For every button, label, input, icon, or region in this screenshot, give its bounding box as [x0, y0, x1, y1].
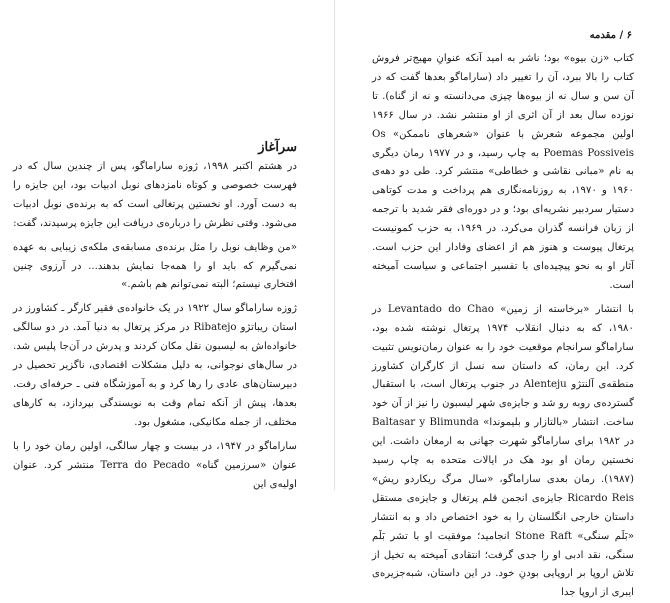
page-header: ۶ / مقدمه: [589, 30, 632, 41]
right-page: [335, 0, 670, 599]
section-title: سرآغاز: [258, 140, 297, 155]
quote-paragraph: «من وظایف نوبل را مثل برنده‌ی مسابقه‌ی ملکه‌ی زیبایی به عهده نمی‌گیرم که باید او را همه‌جا نمایش بدهند... در آرزوی چنین افتخاری نیستم؛ البته نمی‌توانم هم باشم.»: [13, 241, 297, 291]
left-page: [0, 0, 335, 490]
paragraph: در هشتم اکتبر ۱۹۹۸، ژوزه ساراماگو، پس از چندین سال که در فهرست خصوصی و کوتاه نامزدهای نوبل ادبیات بود، این جایزه را به دست آورد. او نخستین پرتغالی است که به برنده‌ی نوبل ادبیات می‌شود. وقتی نظرش را درباره‌ی دریافت این جایزه پرسیدند، گفت:: [13, 161, 297, 229]
right-page-body: [372, 50, 634, 603]
paragraph: کتاب «زن بیوه» بود؛ ناشر به امید آنکه عنوانِ مهیج‌تر فروش کتاب را بالا ببرد، آن را تغییر داد (ساراماگو بعدها گفت که در آن سن و سال نه از بیوه‌ها چیزی می‌دانسته و نه از گناه). تا نوزده سال بعد از آن اثری از او منتشر نشد. در سال ۱۹۶۶ اولین مجموعه شعرش با عنوان «شعرهای ناممکن» Os Poemas Possiveis به چاپ رسید، و در ۱۹۷۷ رمان دیگری به نام «مبانی نقاشی و خطاطی» منتشر کرد. طی دو دهه‌ی ۱۹۶۰ و ۱۹۷۰، به روزنامه‌نگاری هم پرداخت و مدت کوتاهی دستیار سردبیر نشریه‌ای بود؛ و در دوره‌ای فقر شدید با ترجمه از زبان فرانسه گذران می‌کرد. در ۱۹۶۹، به حزب کمونیست پرتغال پیوست و هنوز هم از اعضای وفادار این حزب است. آثار او به نحو پیچیده‌ای با تفسیر اجتماعی و سیاست آمیخته است.: [372, 53, 634, 291]
paragraph: با انتشار «برخاسته از زمین» Levantado do Chao در ۱۹۸۰، که به دنبال انقلاب ۱۹۷۴ پرتغال نوشته شده بود، ساراماگو سرانجام موقعیت خود را به عنوان رمان‌نویس تثبیت کرد. این رمان، که داستان سه نسل از کارگران کشاورز منطقه‌ی آلنتژو Alenteju در جنوب پرتغال است، با استقبال گسترده‌ی روبه رو شد و جایزه‌ی شهر لیسبون را نیز از آن خود ساخت. انتشار «بالتازار و بلیموندا» Baltasar y Blimunda در ۱۹۸۲ برای ساراماگو شهرت جهانی به ارمغان داشت. این نخستین رمان او بود هک در ایالات متحده به چاپ رسید (۱۹۸۷). رمان بعدی ساراماگو، «سال مرگ ریکاردو ریش» Ricardo Reis جایزه‌ی انجمن قلم پرتغال و جایزه‌ی مستقل داستان خارجی انگلستان را به خود اختصاص داد و به انتشار «بَلَم سنگی» Stone Raft انجامید؛ موفقیت او با تشر بَلَم سنگی، نقد ادبی او را جدی گرفت؛ انتقادی آمیخته به تخیل از تلاش اروپا بر اروپایی بودنِ خود. در این داستان، شبه‌جزیره‌ی ایبری از اروپا جدا: [372, 303, 634, 599]
paragraph: ژوزه ساراماگو سال ۱۹۲۲ در یک خانواده‌ی فقیر کارگر ـ کشاورز در استان ریباتژو Ribatejo در مرکز پرتغال به دنیا آمد. در دو سالگی خانواده‌اش به لیسبون نقل مکان کردند و پدرش در آن‌جا پلیس شد. در سال‌های نوجوانی، به دلیل مشکلات اقتصادی، ناگزیر تحصیل در دبیرستان‌های عادی را رها کرد و به آموزشگاه فنی ـ حرفه‌ای رفت. بعدها، پیش از آنکه تمام وقت به نویسندگی بپردازد، به کارهای مختلف، از جمله مکانیکی، مشغول بود.: [13, 303, 298, 428]
paragraph: ساراماگو در ۱۹۴۷، در بیست و چهار سالگی، اولین رمان خود را با عنوان «سرزمین گناه» Terra do Pecado منتشر کرد. عنوان اولیه‌ی این: [13, 440, 297, 490]
left-page-body: [13, 158, 297, 494]
